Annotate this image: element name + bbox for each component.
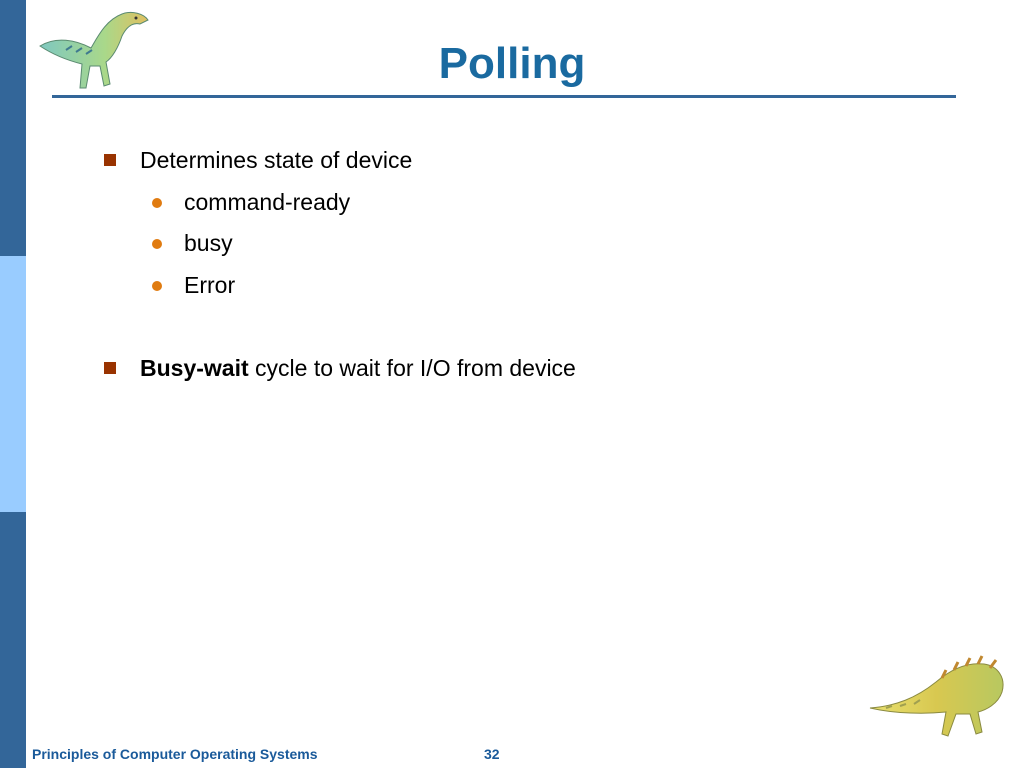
round-bullet-icon xyxy=(152,239,162,249)
square-bullet-icon xyxy=(104,362,116,374)
bullet-text: Determines state of device xyxy=(140,147,413,173)
round-bullet-icon xyxy=(152,281,162,291)
sub-bullet-text: command-ready xyxy=(184,189,351,215)
bullet-text xyxy=(140,354,576,382)
side-bar-highlight xyxy=(0,256,26,512)
bold-term: Busy-wait xyxy=(140,355,249,381)
title-divider xyxy=(52,95,956,98)
footer-page-number: 32 xyxy=(484,746,500,762)
dinosaur-illustration-icon xyxy=(866,652,1016,742)
square-bullet-icon xyxy=(104,154,116,166)
sub-bullet-text: Error xyxy=(184,272,236,298)
slide-title: Polling xyxy=(438,39,586,88)
round-bullet-icon xyxy=(152,198,162,208)
sub-bullet-text: busy xyxy=(184,230,233,256)
bullet-rest-text: cycle to wait for I/O from device xyxy=(248,355,576,381)
footer-course-title: Principles of Computer Operating Systems xyxy=(32,746,318,762)
left-side-bar xyxy=(0,0,26,768)
